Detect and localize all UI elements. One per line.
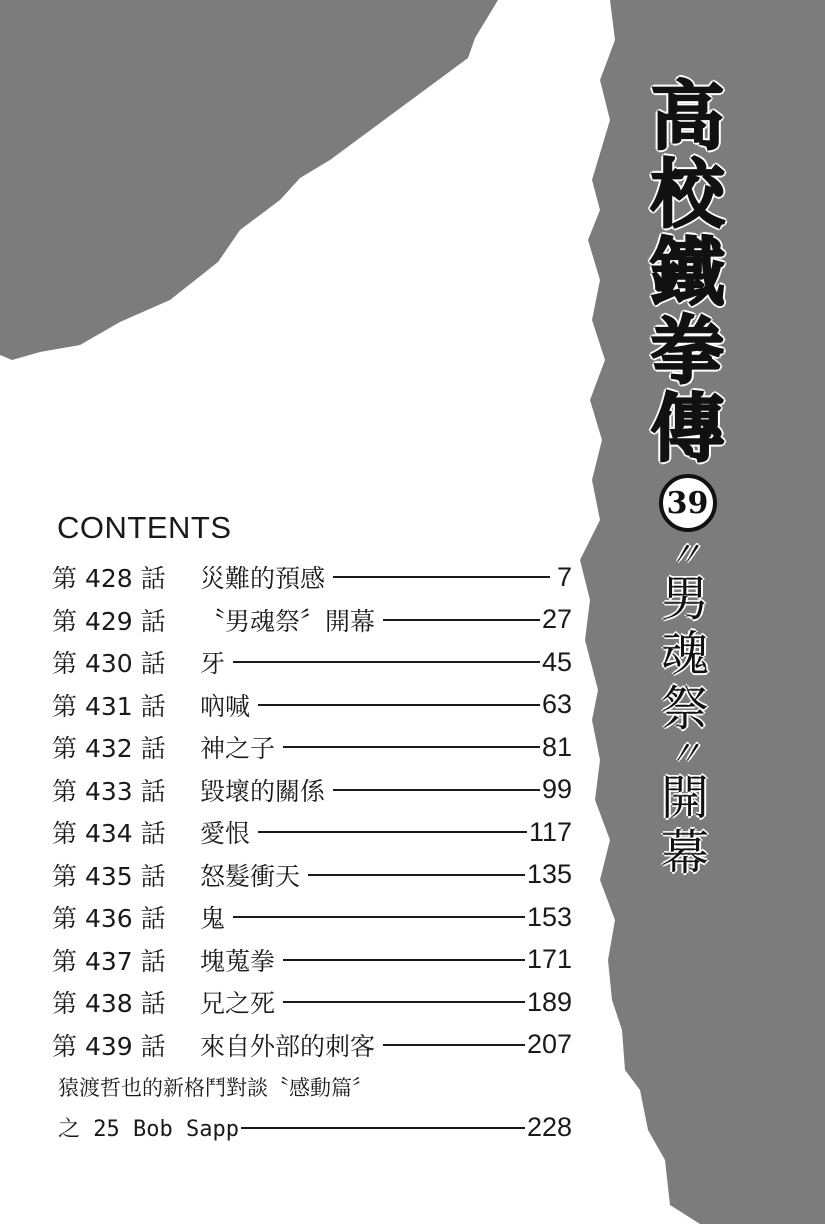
page-number: 153: [526, 901, 572, 932]
subtitle-char: 男: [660, 571, 709, 627]
chapter-title: 塊蒐拳: [200, 946, 276, 976]
chapter-number: 第 436 話: [52, 904, 166, 934]
chapter-title: 吶喊: [200, 691, 251, 721]
chapter-title: 愛恨: [200, 819, 251, 849]
volume-badge: 39: [659, 474, 717, 532]
page-number: 189: [526, 986, 572, 1017]
bonus-feature-title: 猿渡哲也的新格鬥對談〝感動篇〞: [58, 1076, 373, 1100]
leader-line: [258, 704, 540, 706]
chapter-title: 〝男魂祭〞開幕: [200, 606, 376, 636]
bonus-feature-entry[interactable]: [58, 1112, 572, 1143]
leader-line: [308, 874, 525, 876]
toc-entry[interactable]: [52, 556, 572, 599]
book-title: [640, 74, 735, 532]
chapter-number: 第 439 話: [52, 1031, 166, 1061]
leader-line: [333, 576, 550, 578]
toc-entry[interactable]: [52, 939, 572, 982]
leader-line: [283, 746, 540, 748]
toc-entry[interactable]: [52, 769, 572, 812]
contents-heading: CONTENTS: [57, 510, 232, 545]
chapter-number: 第 431 話: [52, 691, 166, 721]
chapter-title: 神之子: [200, 734, 276, 764]
chapter-number: 第 437 話: [52, 946, 166, 976]
subtitle-close-quote: 〃: [668, 734, 702, 774]
subtitle-char: 魂: [660, 626, 709, 682]
subtitle-char: 開: [660, 770, 709, 826]
page-number: 228: [526, 1112, 572, 1142]
toc-entry[interactable]: [52, 726, 572, 769]
leader-line: [241, 1127, 525, 1129]
toc-entry[interactable]: [52, 684, 572, 727]
chapter-title: 災難的預感: [200, 564, 326, 594]
chapter-number: 第 434 話: [52, 819, 166, 849]
leader-line: [233, 916, 525, 918]
chapter-title: 鬼: [200, 904, 226, 934]
leader-line: [233, 661, 540, 663]
chapter-title: 牙: [200, 649, 226, 679]
page-number: 207: [526, 1029, 572, 1060]
toc-entry[interactable]: [52, 641, 572, 684]
chapter-number: 第 429 話: [52, 606, 166, 636]
gray-rock-shape-left: [0, 0, 498, 360]
toc-entry[interactable]: [52, 896, 572, 939]
bonus-feature-label: 之 25 Bob Sapp: [58, 1117, 239, 1142]
chapter-number: 第 438 話: [52, 989, 166, 1019]
chapter-number: 第 428 話: [52, 564, 166, 594]
toc-entry[interactable]: [52, 981, 572, 1024]
title-char: 傳: [650, 386, 725, 472]
page-number: 7: [556, 561, 572, 592]
page-number: 27: [541, 604, 572, 635]
subtitle-char: 幕: [660, 825, 709, 881]
chapter-title: 毀壞的關係: [200, 776, 326, 806]
chapter-number: 第 433 話: [52, 776, 166, 806]
title-char: 高: [650, 74, 725, 160]
page-number: 171: [526, 944, 572, 975]
leader-line: [283, 1001, 525, 1003]
subtitle-open-quote: 〃: [668, 535, 702, 575]
subtitle-char: 祭: [660, 681, 709, 737]
chapter-number: 第 430 話: [52, 649, 166, 679]
toc-entry[interactable]: [52, 811, 572, 854]
chapter-title: 怒髮衝天: [200, 861, 301, 891]
title-char: 校: [650, 152, 725, 238]
table-of-contents: [52, 556, 572, 1066]
toc-entry[interactable]: [52, 854, 572, 897]
title-char: 鐵: [650, 230, 725, 316]
page-number: 99: [541, 774, 572, 805]
leader-line: [383, 619, 540, 621]
toc-entry[interactable]: [52, 1024, 572, 1067]
chapter-title: 來自外部的刺客: [200, 1031, 376, 1061]
chapter-number: 第 435 話: [52, 861, 166, 891]
page-number: 81: [541, 731, 572, 762]
leader-line: [283, 959, 525, 961]
leader-line: [383, 1044, 525, 1046]
chapter-number: 第 432 話: [52, 734, 166, 764]
volume-subtitle: [645, 535, 725, 881]
title-char: 拳: [650, 308, 725, 394]
toc-entry[interactable]: [52, 599, 572, 642]
leader-line: [258, 831, 527, 833]
leader-line: [333, 789, 540, 791]
page-number: 63: [541, 689, 572, 720]
page-number: 117: [528, 816, 572, 847]
chapter-title: 兄之死: [200, 989, 276, 1019]
page-number: 45: [541, 646, 572, 677]
page-number: 135: [526, 859, 572, 890]
